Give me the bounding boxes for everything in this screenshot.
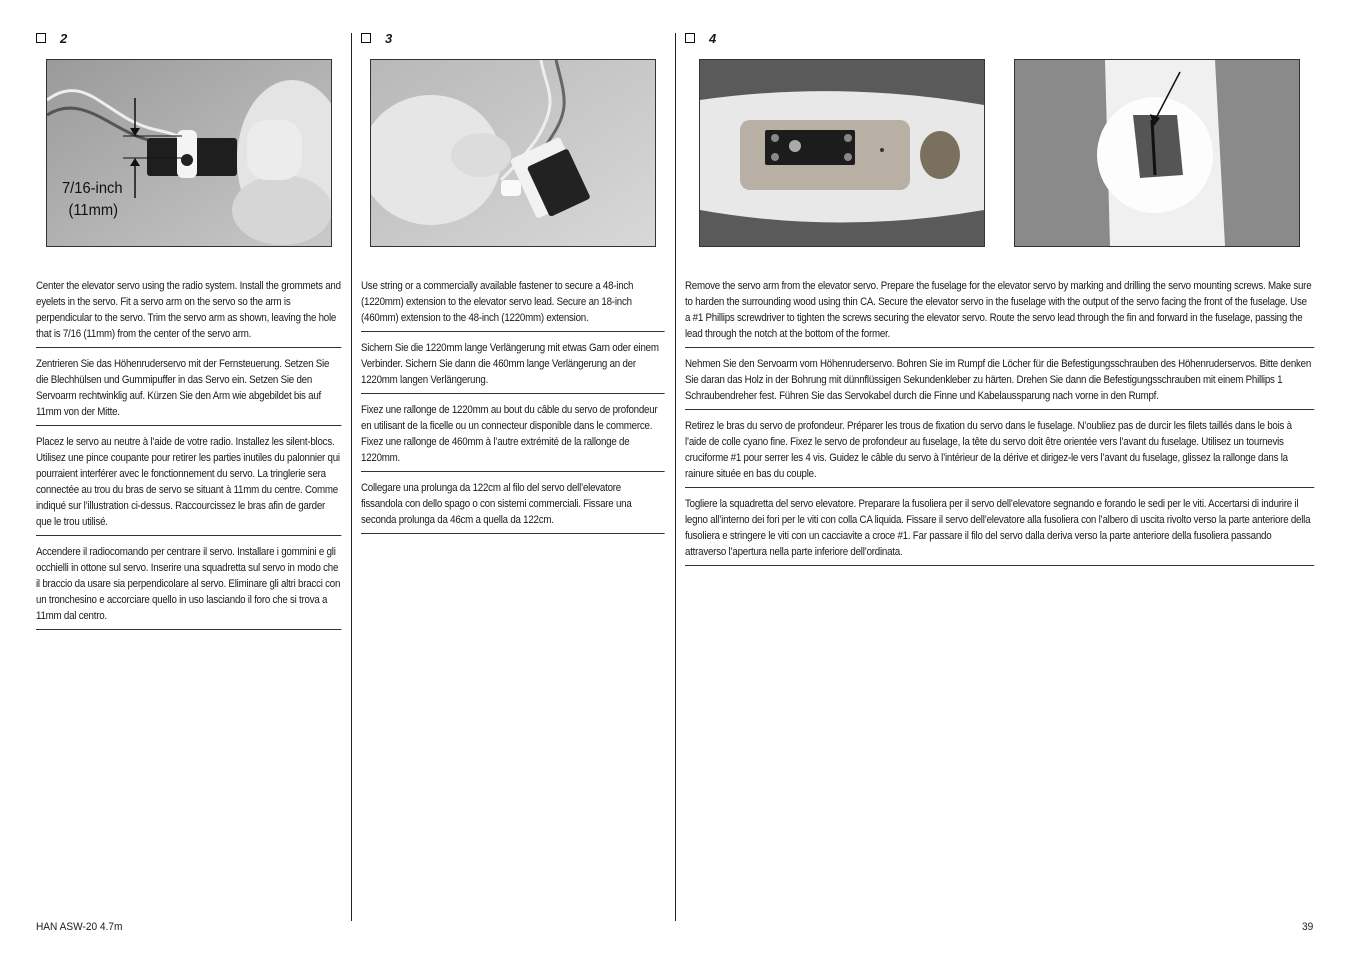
- instruction-fr: Fixez une rallonge de 1220mm au bout du câble du servo de profondeur en utilisant de la ficelle ou un connecteur disponible dans le commerce. Fixez une rallonge de 460mm à l’autre extrémité de la rallonge de 1220mm.: [361, 399, 664, 472]
- extension-lead-photo: [370, 59, 656, 247]
- step-4-instructions: [685, 275, 1315, 571]
- servo-arm-photo: [46, 59, 332, 247]
- instruction-de: Nehmen Sie den Servoarm vom Höhenruderservo. Bohren Sie im Rumpf die Löcher für die Befestigungsschrauben des Höhenruderservos. Bitte denken Sie daran das Holz in der Bohrung mit dünnflüssigen Sekundenkleber zu härten. Drehen Sie dann die Befestigungsschrauben mit einem Phillips 1 Schraubendreher fest. Führen Sie das Servokabel durch die Finne und Kabelaussparung nach vorne in den Rumpf.: [685, 353, 1314, 410]
- column-divider-1: [351, 33, 352, 921]
- page-number: 39: [1302, 921, 1314, 933]
- instruction-it: Togliere la squadretta del servo elevatore. Preparare la fusoliera per il servo dell’elevatore segnando e forando le sedi per le viti. Accertarsi di indurire il legno all’interno dei fori per le viti con colla CA liquida. Fissare il servo dell’elevatore alla fusoliera con l’albero di uscita rivolto verso la parte anteriore della fusoliera e stringere le viti con un cacciavite a croce #1. Far passare il filo del servo dalla deriva verso la parte anteriore della fusoliera passando attraverso l’apertura nella parte inferiore dell’ordinata.: [685, 493, 1314, 566]
- measurement-label-mm: (11mm): [68, 202, 119, 219]
- step-3-header: [361, 28, 665, 48]
- measurement-label-inch: 7/16-inch: [62, 180, 123, 197]
- step-number: 2: [60, 30, 68, 46]
- step-checkbox[interactable]: [361, 33, 371, 43]
- instruction-en: Center the elevator servo using the radio system. Install the grommets and eyelets in the servo. Fit a servo arm on the servo so the arm is perpendicular to the servo. Trim the servo arm as shown, leaving the hole that is 7/16 (11mm) from the center of the servo arm.: [36, 275, 341, 348]
- step-checkbox[interactable]: [36, 33, 46, 43]
- instruction-it: Collegare una prolunga da 122cm al filo del servo dell’elevatore fissandola con dello spago o con sistemi commerciali. Fissare una seconda prolunga da 46cm a quella da 122cm.: [361, 477, 664, 534]
- step-3-instructions: [361, 275, 665, 539]
- lead-routing-photo: [1014, 59, 1300, 247]
- servo-in-fuselage-photo: [699, 59, 985, 247]
- step-number: 3: [385, 30, 393, 46]
- column-divider-2: [675, 33, 676, 921]
- instruction-de: Zentrieren Sie das Höhenruderservo mit der Fernsteuerung. Setzen Sie die Blechhülsen und Gummipuffer in das Servo ein. Setzen Sie den Servoarm rechtwinklig auf. Kürzen Sie den Arm wie abgebildet bis auf 11mm von der Mitte.: [36, 353, 341, 426]
- step-3-section: [361, 28, 665, 526]
- instruction-it: Accendere il radiocomando per centrare il servo. Installare i gommini e gli occhielli in ottone sul servo. Inserire una squadretta sul servo in modo che il braccio da usare sia perpendicolare al servo. Eliminare gli altri bracci con un tronchesino e accorciare quello in uso lasciando il foro che si trova a 11mm dal centro.: [36, 541, 341, 630]
- step-2-instructions: [36, 275, 342, 635]
- step-2-header: [36, 28, 342, 48]
- instruction-en: Use string or a commercially available fastener to secure a 48-inch (1220mm) extension to the elevator servo lead. Secure an 18-inch (460mm) extension to the 48-inch (1220mm) extension.: [361, 275, 664, 332]
- instruction-en: Remove the servo arm from the elevator servo. Prepare the fuselage for the elevator servo by marking and drilling the servo mounting screws. Make sure to harden the surrounding wood using thin CA. Secure the elevator servo in the fuselage with the output of the servo facing the front of the fuselage. Use a #1 Phillips screwdriver to tighten the screws securing the elevator servo. Route the servo lead through the fin and forward in the fuselage, passing the lead through the notch at the bottom of the former.: [685, 275, 1314, 348]
- instruction-de: Sichern Sie die 1220mm lange Verlängerung mit etwas Garn oder einem Verbinder. Sichern Sie dann die 460mm lange Verlängerung an der 1220mm langen Verlängerung.: [361, 337, 664, 394]
- footer-title: HAN ASW-20 4.7m: [36, 921, 123, 933]
- step-number: 4: [709, 30, 717, 46]
- step-4-section: [685, 28, 1315, 558]
- instruction-fr: Retirez le bras du servo de profondeur. Préparer les trous de fixation du servo dans le fuselage. N’oubliez pas de durcir les filets taillés dans le bois à l’aide de colle cyano fine. Fixez le servo de profondeur au fuselage, la tête du servo doit être orientée vers l’avant du fuselage. Utilisez un tournevis cruciforme #1 pour serrer les 4 vis. Guidez le câble du servo à l’intérieur de la dérive et dirigez-le vers l’avant du fuselage, glissez la rallonge dans la rainure située en bas du couple.: [685, 415, 1314, 488]
- step-2-section: [36, 28, 342, 622]
- instruction-fr: Placez le servo au neutre à l’aide de votre radio. Installez les silent-blocs. Utilisez une pince coupante pour retirer les parties inutiles du palonnier qui pourraient interférer avec le fonctionnement du servo. La tringlerie sera connectée au trou du bras de servo se situant à 11mm du centre. Comme indiqué sur l’illustration ci-dessus. Raccourcissez le bras afin de garder que le trou utilisé.: [36, 431, 341, 536]
- step-checkbox[interactable]: [685, 33, 695, 43]
- step-4-header: [685, 28, 1315, 48]
